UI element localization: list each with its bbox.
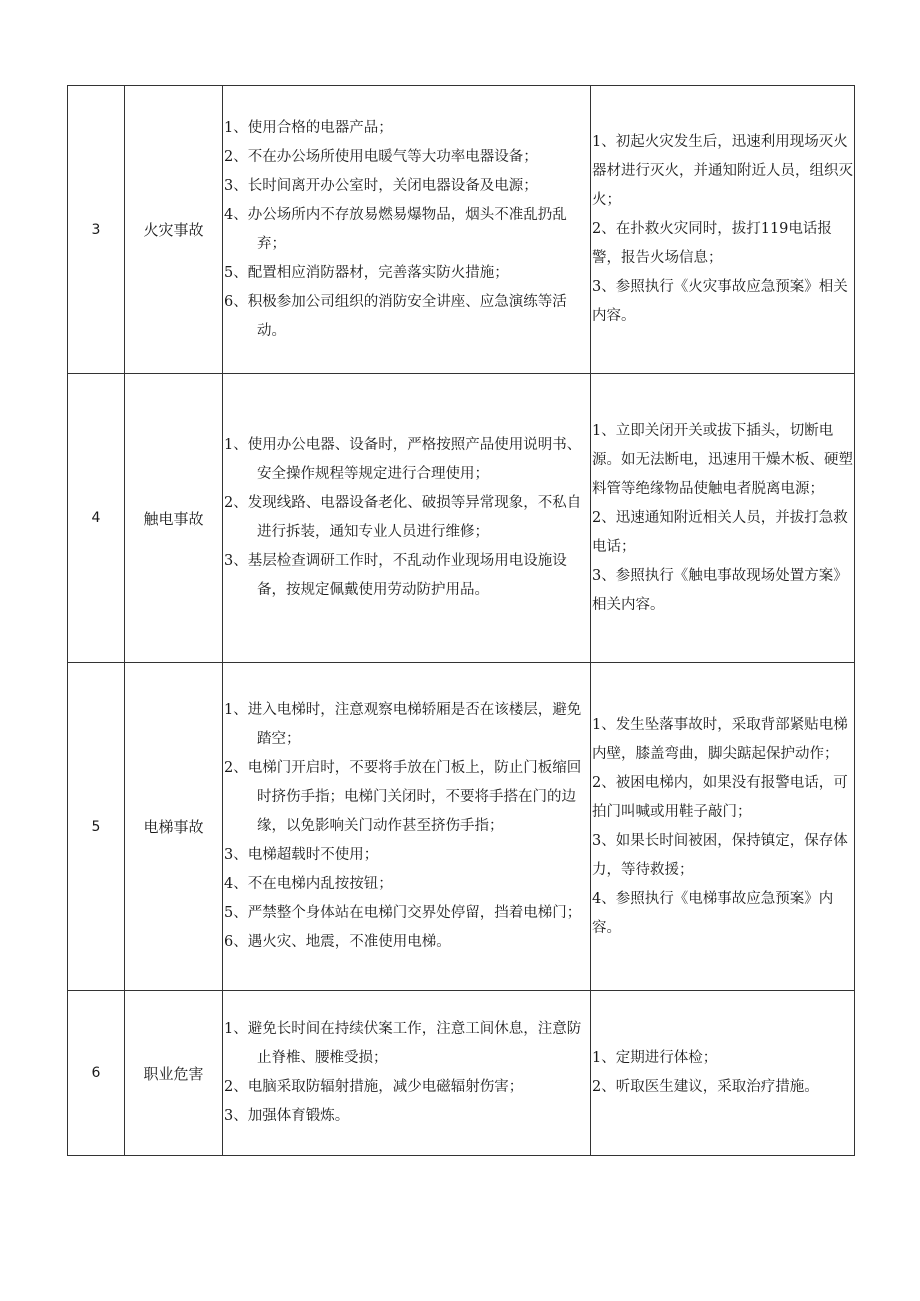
prevention-item: 5、严禁整个身体站在电梯门交界处停留，挡着电梯门； [224, 905, 582, 921]
response-item: 1、立即关闭开关或拔下插头，切断电源。如无法断电，迅速用干燥木板、硬塑料管等绝缘物品使触电者脱离电源； [592, 422, 853, 497]
response-item: 2、被困电梯内，如果没有报警电话，可拍门叫喊或用鞋子敲门； [592, 774, 848, 820]
prevention-item: 1、使用办公电器、设备时，严格按照产品使用说明书、安全操作规程等规定进行合理使用； [224, 437, 582, 482]
prevention-measures [223, 374, 591, 663]
prevention-item: 5、配置相应消防器材，完善落实防火措施； [224, 264, 509, 281]
row-number: 6 [68, 991, 125, 1156]
prevention-item: 3、电梯超载时不使用； [224, 847, 379, 863]
response-item: 1、发生坠落事故时，采取背部紧贴电梯内壁，膝盖弯曲，脚尖踮起保护动作； [592, 716, 848, 762]
response-item: 2、听取医生建议，采取治疗措施。 [592, 1079, 819, 1095]
row-number: 3 [68, 86, 125, 374]
response-item: 1、定期进行体检； [592, 1050, 718, 1066]
accident-type: 火灾事故 [125, 86, 223, 374]
risk-table [67, 85, 855, 1156]
row-number: 4 [68, 374, 125, 663]
response-measures [591, 991, 855, 1156]
accident-type: 职业危害 [125, 991, 223, 1156]
prevention-item: 6、遇火灾、地震，不准使用电梯。 [224, 934, 451, 950]
prevention-item: 3、长时间离开办公室时，关闭电器设备及电源； [224, 177, 538, 194]
prevention-item: 2、不在办公场所使用电暖气等大功率电器设备； [224, 148, 538, 165]
accident-type: 电梯事故 [125, 663, 223, 991]
table-row [68, 374, 855, 663]
prevention-item: 4、办公场所内不存放易燃易爆物品，烟头不准乱扔乱弃； [224, 206, 567, 252]
response-measures [591, 86, 855, 374]
response-item: 2、在扑救火灾同时，拔打119电话报警，报告火场信息； [592, 221, 832, 266]
prevention-item: 3、基层检查调研工作时，不乱动作业现场用电设施设备，按规定佩戴使用劳动防护用品。 [224, 553, 567, 598]
prevention-item: 1、进入电梯时，注意观察电梯轿厢是否在该楼层，避免踏空； [224, 702, 582, 747]
response-item: 1、初起火灾发生后，迅速利用现场灭火器材进行灭火，并通知附近人员，组织灭火； [592, 134, 853, 208]
table-row [68, 86, 855, 374]
prevention-measures [223, 991, 591, 1156]
response-item: 3、参照执行《触电事故现场处置方案》相关内容。 [592, 567, 848, 613]
response-item: 3、参照执行《火灾事故应急预案》相关内容。 [592, 279, 848, 324]
accident-type: 触电事故 [125, 374, 223, 663]
prevention-item: 2、电脑采取防辐射措施，减少电磁辐射伤害； [224, 1079, 524, 1095]
table-row [68, 663, 855, 991]
prevention-item: 2、发现线路、电器设备老化、破损等异常现象，不私自进行拆装，通知专业人员进行维修； [224, 495, 582, 540]
prevention-measures [223, 663, 591, 991]
risk-table-body [68, 86, 855, 1156]
prevention-item: 3、加强体育锻炼。 [224, 1108, 350, 1124]
row-number: 5 [68, 663, 125, 991]
prevention-item: 6、积极参加公司组织的消防安全讲座、应急演练等活动。 [224, 293, 567, 339]
response-item: 3、如果长时间被困，保持镇定，保存体力，等待救援； [592, 832, 848, 878]
prevention-measures [223, 86, 591, 374]
response-measures [591, 374, 855, 663]
prevention-item: 1、使用合格的电器产品； [224, 119, 393, 136]
prevention-item: 1、避免长时间在持续伏案工作，注意工间休息，注意防止脊椎、腰椎受损； [224, 1021, 582, 1066]
prevention-item: 4、不在电梯内乱按按钮； [224, 876, 393, 892]
response-item: 2、迅速通知附近相关人员，并拔打急救电话； [592, 509, 848, 555]
response-measures [591, 663, 855, 991]
prevention-item: 2、电梯门开启时，不要将手放在门板上，防止门板缩回时挤伤手指；电梯门关闭时，不要将手搭在门的边缘，以免影响关门动作甚至挤伤手指； [224, 760, 582, 834]
response-item: 4、参照执行《电梯事故应急预案》内容。 [592, 890, 834, 936]
table-row [68, 991, 855, 1156]
